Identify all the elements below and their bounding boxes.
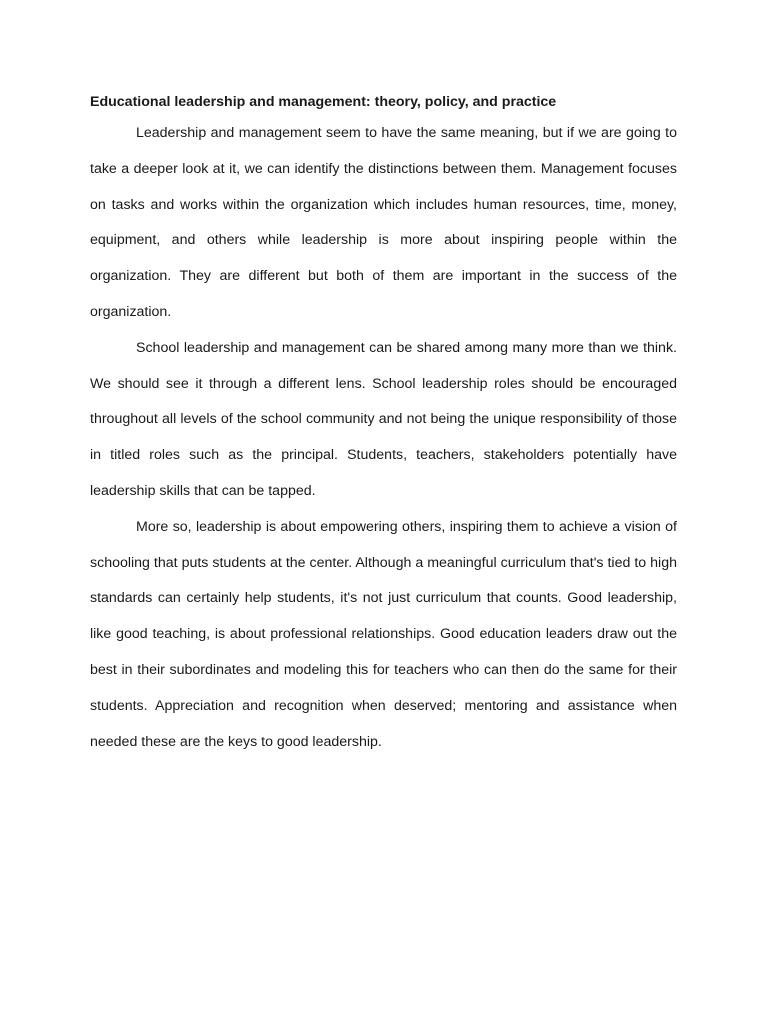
document-title: Educational leadership and management: theory, policy, and practice bbox=[90, 94, 557, 110]
paragraph-3: More so, leadership is about empowering others, inspiring them to achieve a vision of schooling that puts students at the center. Although a meaningful curriculum that's tied to high standards can certainly help students, it's not just curriculum that counts. Good leadership, like good teaching, is about professional relationships. Good education leaders draw out the best in their subordinates and modeling this for teachers who can then do the same for their students. Appreciation and recognition when deserved; mentoring and assistance when needed these are the keys to good leadership. bbox=[90, 518, 677, 750]
document-body bbox=[90, 92, 677, 760]
paragraph-1: Leadership and management seem to have the same meaning, but if we are going to take a deeper look at it, we can identify the distinctions between them. Management focuses on tasks and works within the organization which includes human resources, time, money, equipment, and others while leadership is more about inspiring people within the organization. They are different but both of them are important in the success of the organization. bbox=[90, 125, 677, 320]
paragraph-2: School leadership and management can be shared among many more than we think. We should see it through a different lens. School leadership roles should be encouraged throughout all levels of the school community and not being the unique responsibility of those in titled roles such as the principal. Students, teachers, stakeholders potentially have leadership skills that can be tapped. bbox=[90, 339, 677, 499]
